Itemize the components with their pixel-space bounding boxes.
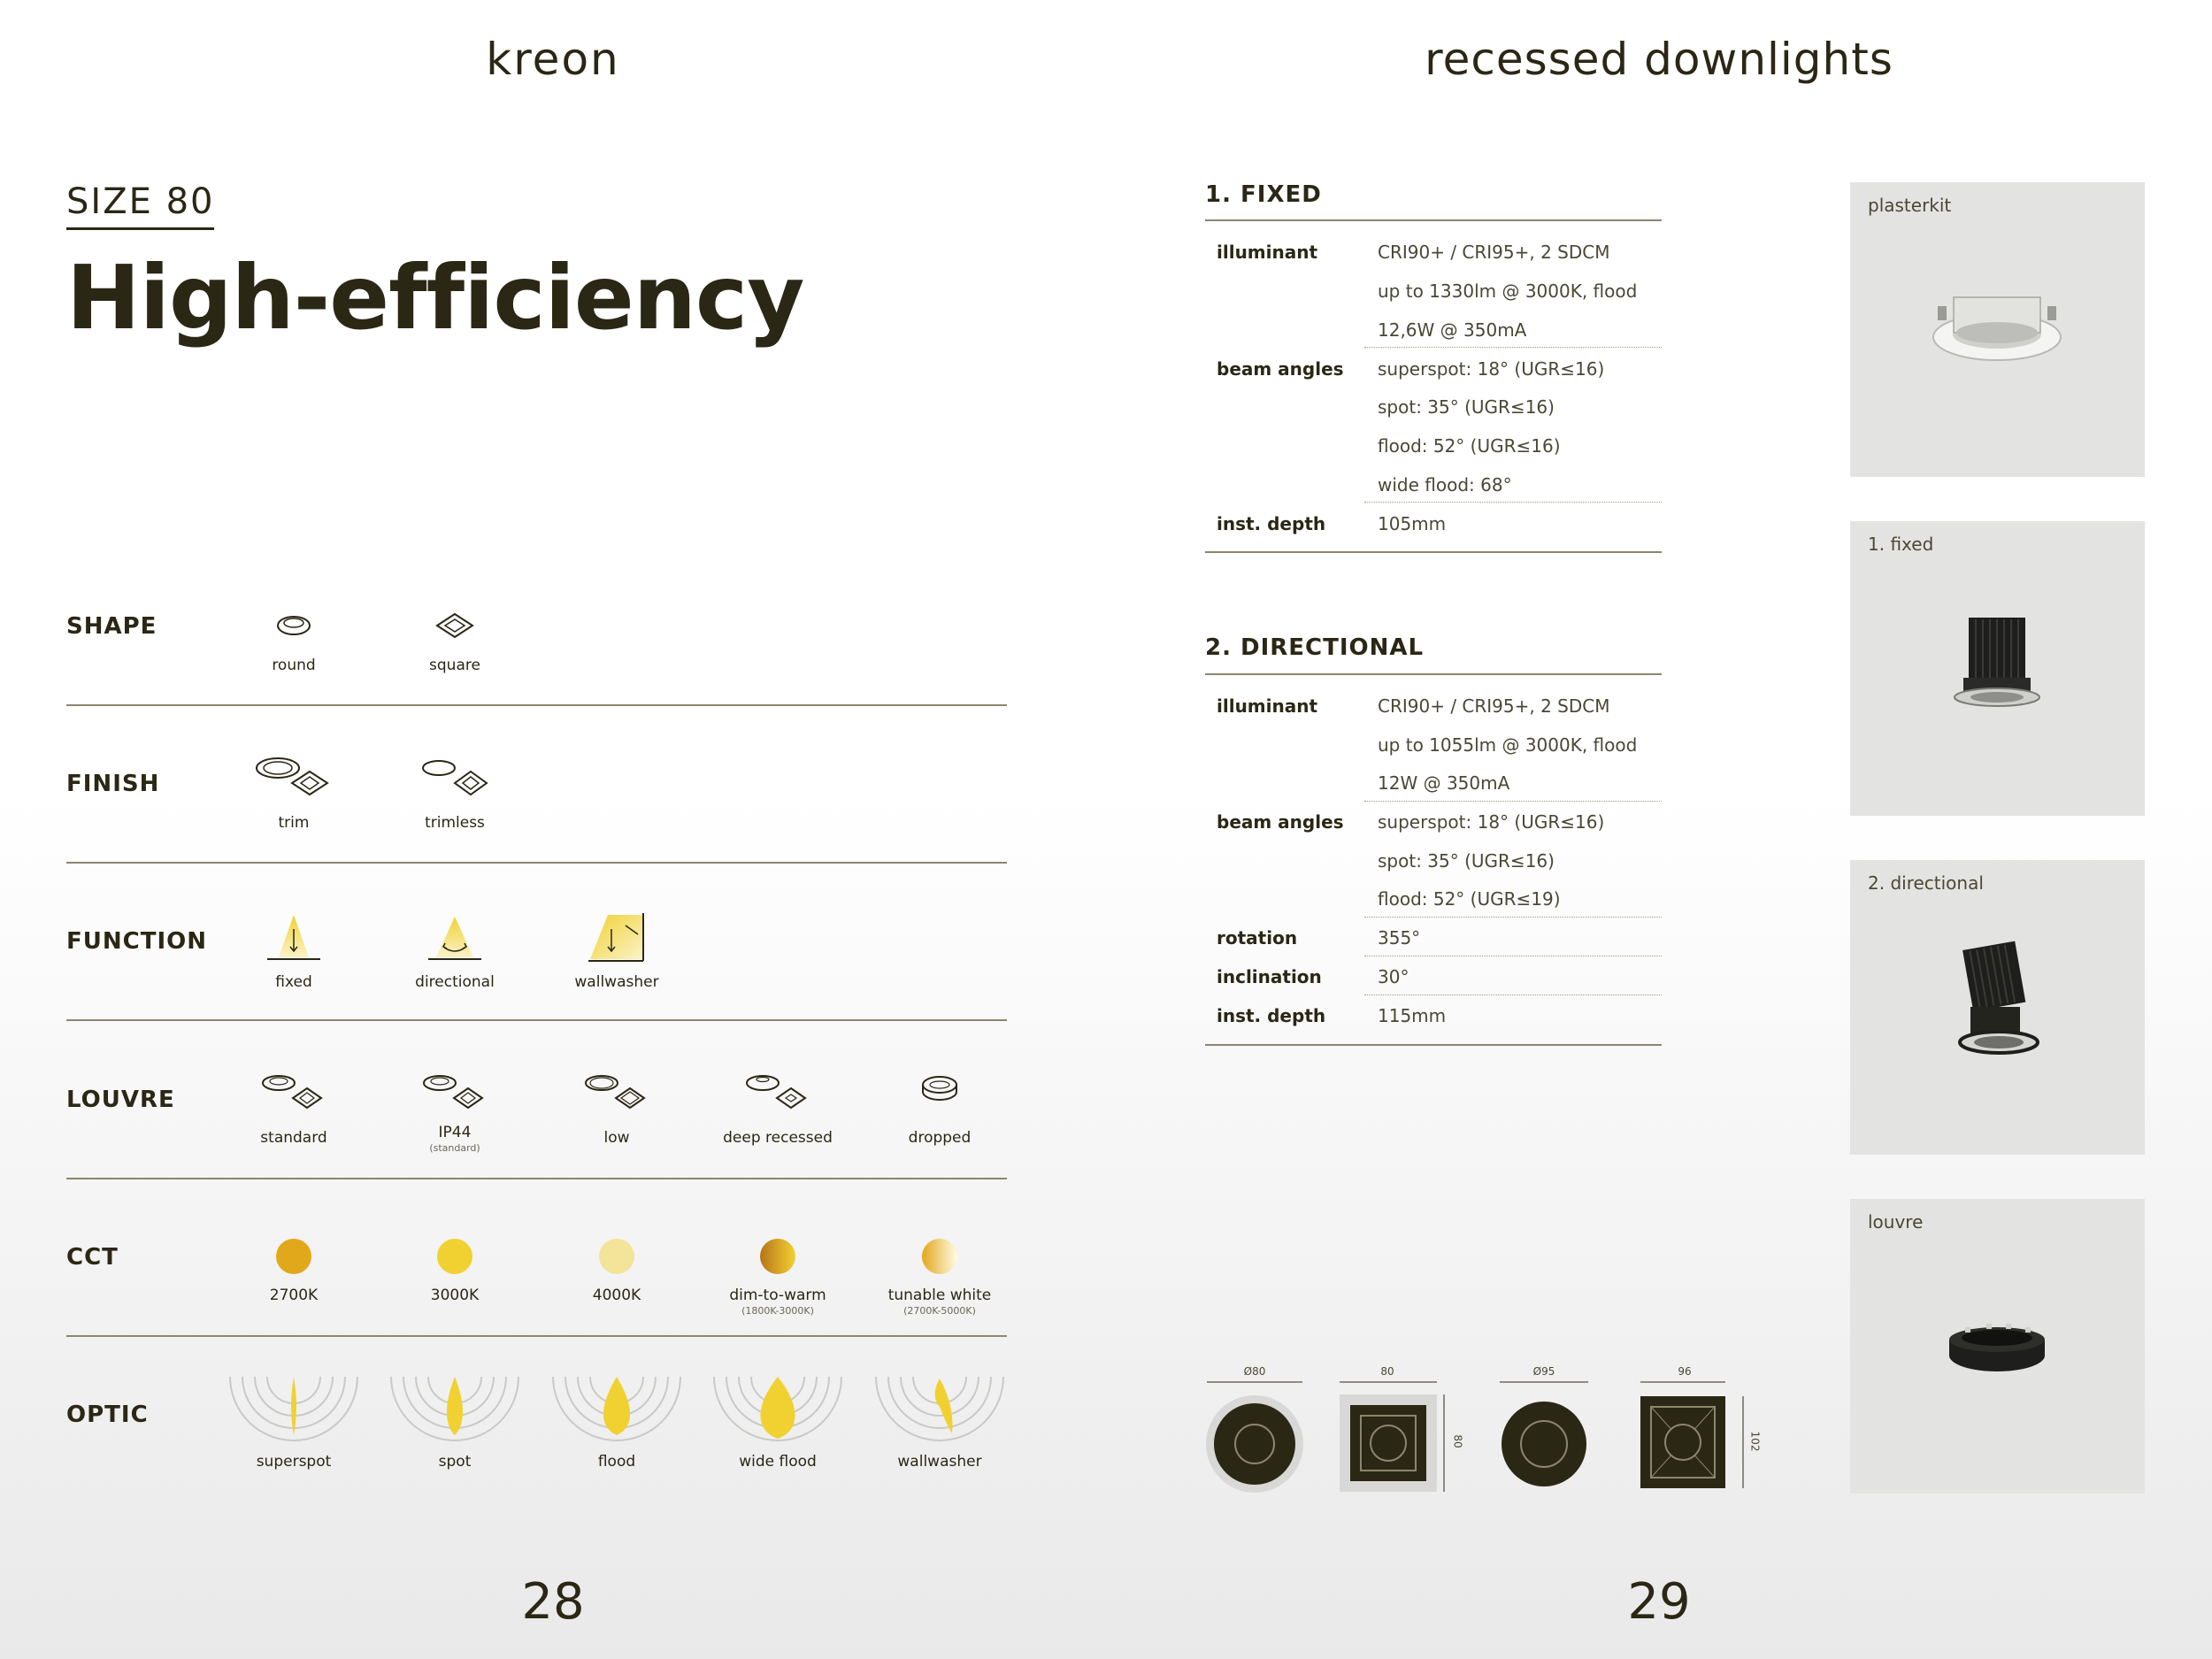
item-label: directional (415, 973, 495, 991)
item-sublabel: (2700K-5000K) (903, 1305, 976, 1317)
item-label: standard (260, 1129, 327, 1147)
spec-value: 30° (1378, 966, 1409, 987)
louvre-low (541, 1071, 692, 1147)
item-label: dropped (908, 1129, 972, 1147)
dim-label-side: 80 (1451, 1434, 1464, 1448)
optic-flood (541, 1371, 692, 1471)
item-label: wallwasher (897, 1453, 982, 1471)
spec-value: 12W @ 350mA (1378, 772, 1510, 794)
item-label: 3000K (430, 1286, 480, 1304)
brand-logo: kreon (486, 34, 620, 85)
page-number-right: 29 (1627, 1573, 1691, 1631)
louvre-ip44-icon (380, 1071, 530, 1111)
item-label: trim (278, 814, 310, 832)
item-label: flood (597, 1453, 636, 1471)
item-label: spot (438, 1453, 472, 1471)
row-divider (66, 1178, 1007, 1179)
spec-value: spot: 35° (UGR≤16) (1378, 396, 1555, 418)
wide-flood-beam-icon (703, 1371, 853, 1442)
shape-square (380, 611, 530, 674)
spec-divider (1205, 673, 1662, 675)
item-sublabel: (standard) (429, 1142, 480, 1154)
spec-dotted-divider (1364, 502, 1662, 503)
product-panel-plasterkit (1850, 182, 2145, 477)
louvre-dropped (864, 1071, 1015, 1147)
wallwasher-beam-icon (864, 1371, 1015, 1442)
louvre-ip44 (380, 1071, 530, 1154)
spec-divider (1205, 219, 1662, 221)
square-trimless-drawing (1635, 1380, 1750, 1501)
spec-value: 105mm (1378, 513, 1447, 534)
spec-divider (1205, 1044, 1662, 1046)
row-label-finish: FINISH (66, 771, 160, 797)
item-label: 4000K (592, 1286, 641, 1304)
optic-wallwasher (864, 1371, 1015, 1471)
spec-dotted-divider (1364, 917, 1662, 918)
round-shape-icon (219, 611, 369, 641)
louvre-product-image (1944, 1318, 2050, 1380)
spec-key: beam angles (1217, 811, 1344, 833)
cct-2700k (219, 1237, 369, 1304)
spec-value: spot: 35° (UGR≤16) (1378, 850, 1555, 872)
spec-value: 115mm (1378, 1005, 1447, 1026)
row-divider (66, 862, 1007, 864)
square-shape-icon (380, 611, 530, 641)
louvre-dropped-icon (864, 1071, 1015, 1111)
round-trim-drawing (1205, 1380, 1304, 1501)
function-wallwasher (541, 911, 692, 991)
item-label: fixed (275, 973, 312, 991)
item-label: deep recessed (723, 1129, 833, 1147)
spec-value: up to 1055lm @ 3000K, flood (1378, 734, 1638, 756)
row-label-louvre: LOUVRE (66, 1087, 175, 1113)
trim-icon (219, 752, 369, 796)
gradient-dot-icon (703, 1237, 853, 1276)
row-divider (66, 1019, 1007, 1021)
louvre-deep-recessed-icon (703, 1071, 853, 1111)
cct-3000k (380, 1237, 530, 1304)
spec-value: superspot: 18° (UGR≤16) (1378, 811, 1605, 833)
panel-label: 2. directional (1868, 872, 1984, 894)
product-panel-fixed (1850, 521, 2145, 816)
item-label: trimless (425, 814, 485, 832)
shape-round (219, 611, 369, 674)
row-label-function: FUNCTION (66, 928, 207, 955)
spec-key: rotation (1217, 927, 1298, 949)
item-label: superspot (256, 1453, 332, 1471)
spec-key: beam angles (1217, 358, 1344, 380)
color-dot-icon (380, 1237, 530, 1276)
directional-downlight-product-image (1944, 940, 2050, 1064)
fixed-light-icon (219, 911, 369, 964)
section-title: recessed downlights (1425, 34, 1893, 85)
spec-heading-fixed: 1. FIXED (1205, 181, 1322, 208)
spec-value: flood: 52° (UGR≤16) (1378, 435, 1561, 457)
optic-superspot (219, 1371, 369, 1471)
dim-label-side: 102 (1748, 1431, 1762, 1452)
page-number-left: 28 (521, 1573, 585, 1631)
spec-key: illuminant (1217, 242, 1318, 263)
spec-value: 12,6W @ 350mA (1378, 319, 1527, 341)
spec-key: illuminant (1217, 695, 1318, 717)
finish-trim (219, 752, 369, 832)
spec-value: CRI90+ / CRI95+, 2 SDCM (1378, 695, 1610, 717)
product-panel-directional (1850, 860, 2145, 1155)
cct-4000k (541, 1237, 692, 1304)
spec-value: flood: 52° (UGR≤19) (1378, 888, 1561, 910)
spec-value: up to 1330lm @ 3000K, flood (1378, 280, 1638, 302)
spec-value: wide flood: 68° (1378, 474, 1512, 495)
function-directional (380, 911, 530, 991)
dim-label-top: 80 (1380, 1365, 1394, 1378)
item-label: 2700K (269, 1286, 319, 1304)
optic-wide-flood (703, 1371, 853, 1471)
size-label: SIZE 80 (66, 181, 214, 230)
panel-label: 1. fixed (1868, 534, 1934, 555)
panel-label: plasterkit (1868, 195, 1952, 216)
cct-dim-to-warm (703, 1237, 853, 1317)
spec-value: superspot: 18° (UGR≤16) (1378, 358, 1605, 380)
square-trim-drawing (1338, 1380, 1453, 1501)
spec-dotted-divider (1364, 347, 1662, 348)
gradient-dot-icon (864, 1237, 1015, 1276)
row-label-shape: SHAPE (66, 613, 157, 640)
item-sublabel: (1800K-3000K) (741, 1305, 814, 1317)
louvre-deep-recessed (703, 1071, 853, 1147)
spec-divider (1205, 551, 1662, 553)
item-label: tunable white (2700K-5000K) (864, 1286, 1015, 1317)
row-label-cct: CCT (66, 1244, 119, 1271)
louvre-standard (219, 1071, 369, 1147)
plasterkit-product-image (1931, 288, 2063, 368)
panel-label: louvre (1868, 1211, 1924, 1233)
row-divider (66, 1335, 1007, 1337)
spot-beam-icon (380, 1371, 530, 1442)
superspot-beam-icon (219, 1371, 369, 1442)
optic-spot (380, 1371, 530, 1471)
item-label: square (429, 657, 480, 674)
flood-beam-icon (541, 1371, 692, 1442)
item-label: wallwasher (574, 973, 659, 991)
cct-tunable-white (864, 1237, 1015, 1317)
dim-label-top: Ø80 (1243, 1365, 1266, 1378)
dim-label-top: 96 (1678, 1365, 1692, 1378)
dim-label-top: Ø95 (1532, 1365, 1555, 1378)
spec-dotted-divider (1364, 801, 1662, 802)
function-fixed (219, 911, 369, 991)
item-label: round (272, 657, 316, 674)
item-label: IP44 (standard) (380, 1124, 530, 1154)
item-label: dim-to-warm (1800K-3000K) (703, 1286, 853, 1317)
color-dot-icon (541, 1237, 692, 1276)
wallwasher-light-icon (541, 911, 692, 964)
item-label: wide flood (739, 1453, 817, 1471)
louvre-low-icon (541, 1071, 692, 1111)
row-label-optic: OPTIC (66, 1402, 149, 1428)
spec-value: CRI90+ / CRI95+, 2 SDCM (1378, 242, 1610, 263)
spec-heading-directional: 2. DIRECTIONAL (1205, 634, 1425, 661)
louvre-standard-icon (219, 1071, 369, 1111)
spec-key: inclination (1217, 966, 1322, 987)
directional-light-icon (380, 911, 530, 964)
spec-value: 355° (1378, 927, 1421, 949)
page-title: High-efficiency (66, 246, 804, 349)
product-panel-louvre (1850, 1199, 2145, 1494)
spec-key: inst. depth (1217, 1005, 1326, 1026)
round-trimless-drawing (1494, 1380, 1594, 1501)
row-divider (66, 704, 1007, 706)
finish-trimless (380, 752, 530, 832)
fixed-downlight-product-image (1953, 614, 2041, 711)
spec-key: inst. depth (1217, 513, 1326, 534)
color-dot-icon (219, 1237, 369, 1276)
trimless-icon (380, 752, 530, 796)
item-label: low (603, 1129, 630, 1147)
